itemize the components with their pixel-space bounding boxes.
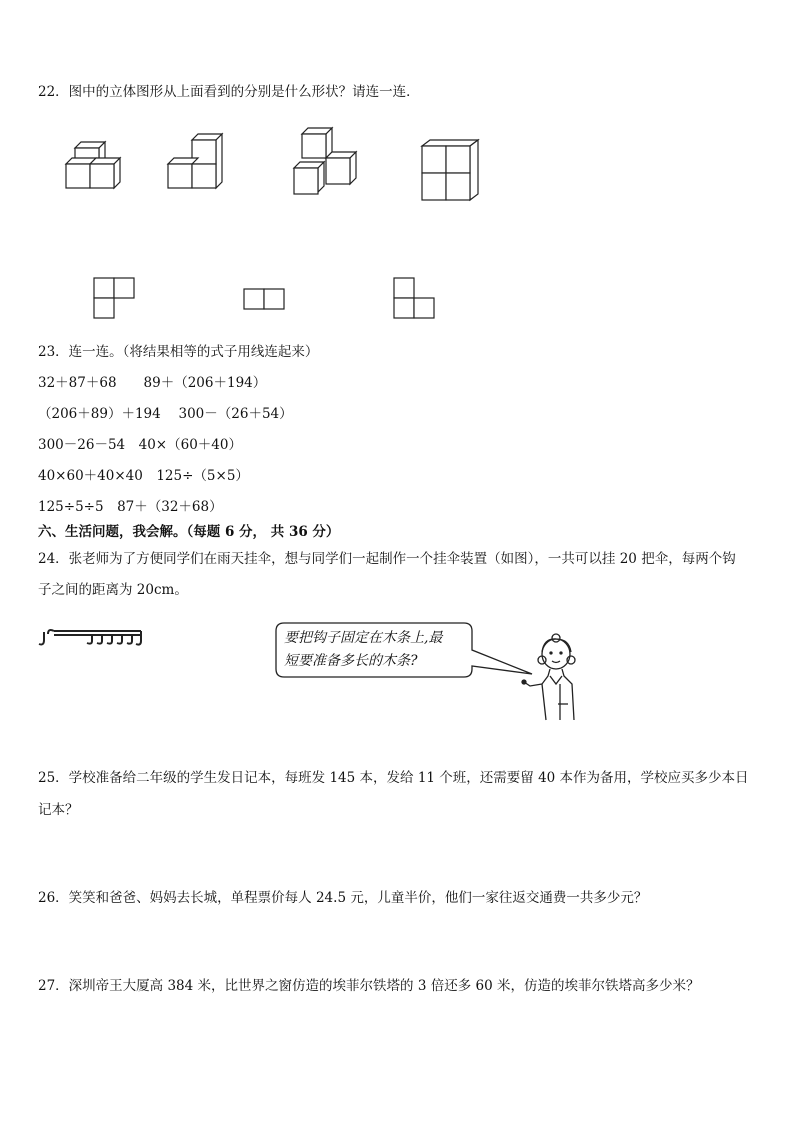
top-view-3	[393, 277, 437, 319]
teacher-illustration	[516, 634, 586, 724]
q23-row-2: （206＋89）＋194 300－（26＋54）	[38, 406, 293, 422]
speech-bubble-line-2: 短要准备多长的木条?	[284, 653, 418, 669]
q24-line-2: 子之间的距离为 20cm。	[38, 582, 188, 598]
q23-row-1: 32＋87＋68 89＋（206＋194）	[38, 375, 267, 391]
solid-figure-2	[162, 130, 232, 195]
top-view-2	[243, 288, 287, 310]
q23-row-3: 300－26－54 40×（60＋40）	[38, 437, 242, 453]
q23-row-5: 125÷5÷5 87＋（32＋68）	[38, 499, 223, 515]
section-6-heading: 六、生活问题，我会解。（每题 6 分， 共 36 分）	[38, 524, 340, 540]
top-view-1	[93, 277, 137, 319]
q22-text: 22．图中的立体图形从上面看到的分别是什么形状？请连一连．	[38, 84, 420, 100]
q23-title: 23．连一连。（将结果相等的式子用线连起来）	[38, 344, 319, 360]
solid-figure-1	[60, 144, 130, 194]
q25-line-1: 25．学校准备给二年级的学生发日记本，每班发 145 本，发给 11 个班，还需要留 40 本作为备用，学校应买多少本日	[38, 770, 749, 786]
hook-bar-illustration	[36, 626, 148, 650]
solid-figure-3	[288, 124, 368, 196]
q23-row-4: 40×60＋40×40 125÷（5×5）	[38, 468, 249, 484]
speech-bubble-line-1: 要把钩子固定在木条上,最	[284, 630, 443, 646]
q26-text: 26．笑笑和爸爸、妈妈去长城，单程票价每人 24.5 元，儿童半价，他们一家往返交通费一共多少元？	[38, 890, 648, 906]
q24-line-1: 24．张老师为了方便同学们在雨天挂伞，想与同学们一起制作一个挂伞装置（如图），一共可以挂 20 把伞，每两个钩	[38, 551, 736, 567]
q25-line-2: 记本？	[38, 802, 79, 818]
q27-text: 27．深圳帝王大厦高 384 米，比世界之窗仿造的埃菲尔铁塔的 3 倍还多 60 米，仿造的埃菲尔铁塔高多少米？	[38, 978, 700, 994]
solid-figure-4	[418, 136, 486, 202]
